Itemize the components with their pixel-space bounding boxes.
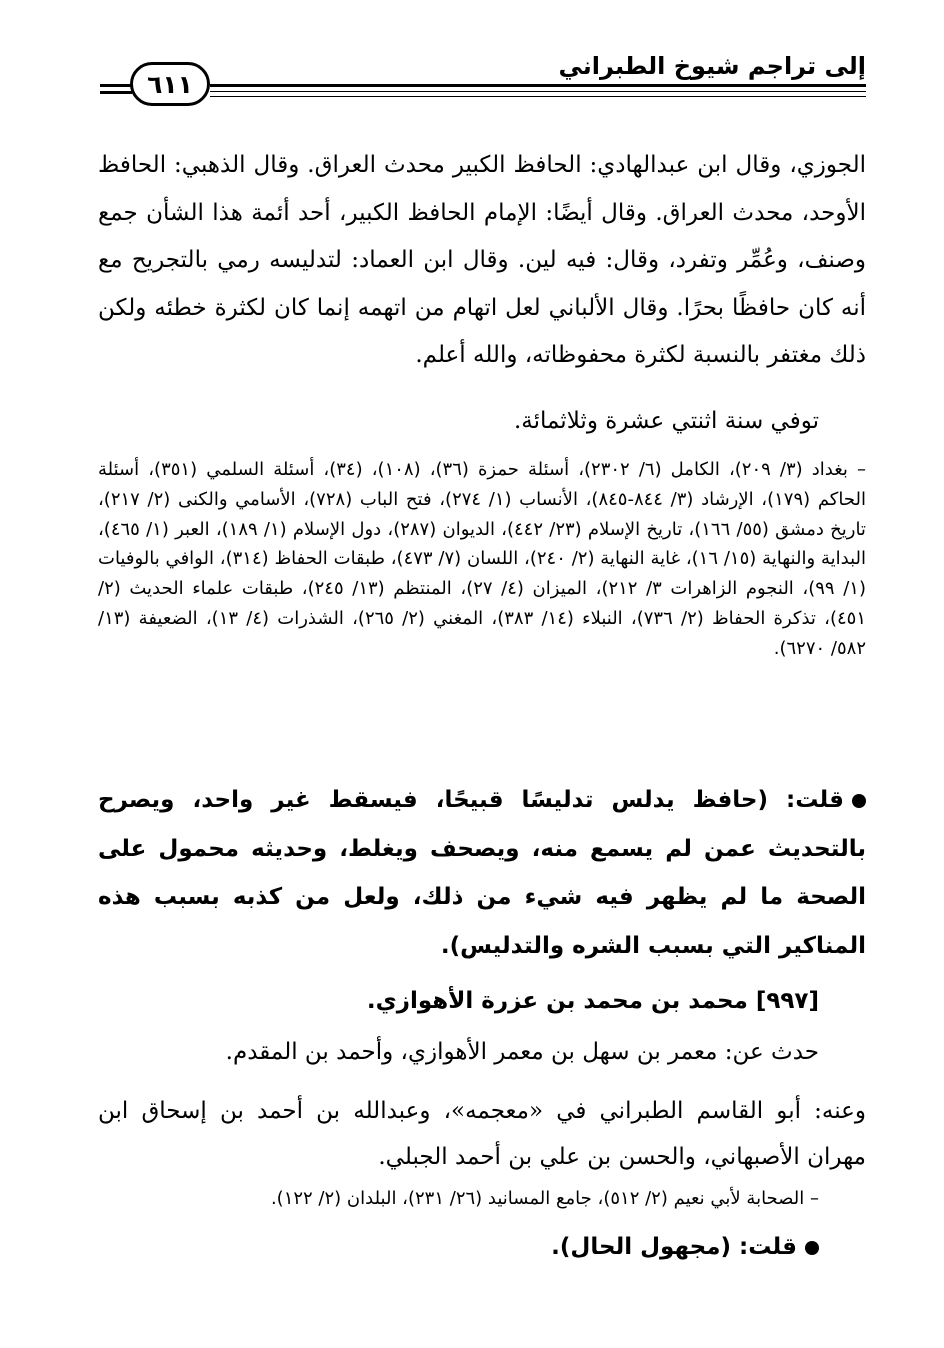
- header-rule-thin-lower: [210, 96, 866, 97]
- author-note-2-text: قلت: (مجهول الحال).: [551, 1234, 797, 1260]
- author-note: [98, 776, 866, 970]
- header-rule-thick: [210, 84, 866, 87]
- header-rule-thin: [210, 91, 866, 92]
- left-rule-upper: [100, 84, 132, 87]
- page-number: ٦١١: [130, 62, 210, 106]
- bullet-icon: [852, 794, 866, 808]
- author-note-2: [551, 1232, 819, 1262]
- author-note-text: قلت: (حافظ يدلس تدليسًا قبيحًا، فيسقط غير واحد، ويصرح بالتحديث عمن لم يسمع منه، ويصحف ويغلط، وحديثه محمول على الصحة ما لم يظهر فيه شيء من ذلك، ولعل من كذبه بسبب هذه المناكير التي بسبب الشره والتدليس).: [98, 787, 866, 959]
- sources-footnote-2: – الصحابة لأبي نعيم (٢/ ٥١٢)، جامع المسانيد (٢٦/ ٢٣١)، البلدان (٢/ ١٢٢).: [270, 1188, 819, 1209]
- students-paragraph: وعنه: أبو القاسم الطبراني في «معجمه»، وعبدالله بن أحمد بن إسحاق ابن مهران الأصبهاني، والحسن بن علي بن أحمد الجبلي.: [98, 1098, 866, 1170]
- sources-footnote: – بغداد (٣/ ٢٠٩)، الكامل (٦/ ٢٣٠٢)، أسئلة حمزة (٣٦)، (١٠٨)، (٣٤)، أسئلة السلمي (٣٥١)، أسئلة الحاكم (١٧٩)، الإرشاد (٣/ ٨٤٤-٨٤٥)، الأنساب (١/ ٢٧٤)، فتح الباب (٧٢٨)، الأسامي والكنى (٢/ ٢١٧)، تاريخ دمشق (٥٥/ ١٦٦)، تاريخ الإسلام (٢٣/ ٤٤٢)، الديوان (٢٨٧)، دول الإسلام (١/ ١٨٩)، العبر (١/ ٤٦٥)، البداية والنهاية (١٥/ ١٦)، غاية النهاية (٢/ ٢٤٠)، اللسان (٧/ ٤٧٣)، طبقات الحفاظ (٣١٤)، الوافي بالوفيات (١/ ٩٩)، النجوم الزاهرات ٣/ ٢١٢)، الميزان (٤/ ٢٧)، المنتظم (١٣/ ٢٤٥)، طبقات علماء الحديث (٢/ ٤٥١)، تذكرة الحفاظ (٢/ ٧٣٦)، النبلاء (١٤/ ٣٨٣)، المغني (٢/ ٢٦٥)، الشذرات (٤/ ١٣)، الضعيفة (١٣/ ٥٨٢/ ٦٢٧٠).: [98, 459, 867, 659]
- intro-paragraph: الجوزي، وقال ابن عبدالهادي: الحافظ الكبير محدث العراق. وقال الذهبي: الحافظ الأوحد، محدث العراق. وقال أيضًا: الإمام الحافظ الكبير، أحد أئمة هذا الشأن جمع وصنف، وعُمِّر وتفرد، وقال: فيه لين. وقال ابن العماد: لتدليسه رمي بالتجريح مع أنه كان حافظًا بحرًا. وقال الألباني لعل اتهام من اتهمه إنما كان لكثرة خطئه ولكن ذلك مغتفر بالنسبة لكثرة محفوظاته، والله أعلم.: [98, 152, 866, 369]
- bullet-icon: [805, 1241, 819, 1255]
- running-title: إلى تراجم شيوخ الطبراني: [558, 52, 866, 80]
- left-rule-lower: [100, 91, 132, 94]
- entry-heading: [٩٩٧] محمد بن محمد بن عزرة الأهوازي.: [366, 988, 819, 1014]
- death-line: توفي سنة اثنتي عشرة وثلاثمائة.: [513, 408, 819, 434]
- narrated-from-line: حدث عن: معمر بن سهل بن معمر الأهوازي، وأحمد بن المقدم.: [225, 1039, 819, 1065]
